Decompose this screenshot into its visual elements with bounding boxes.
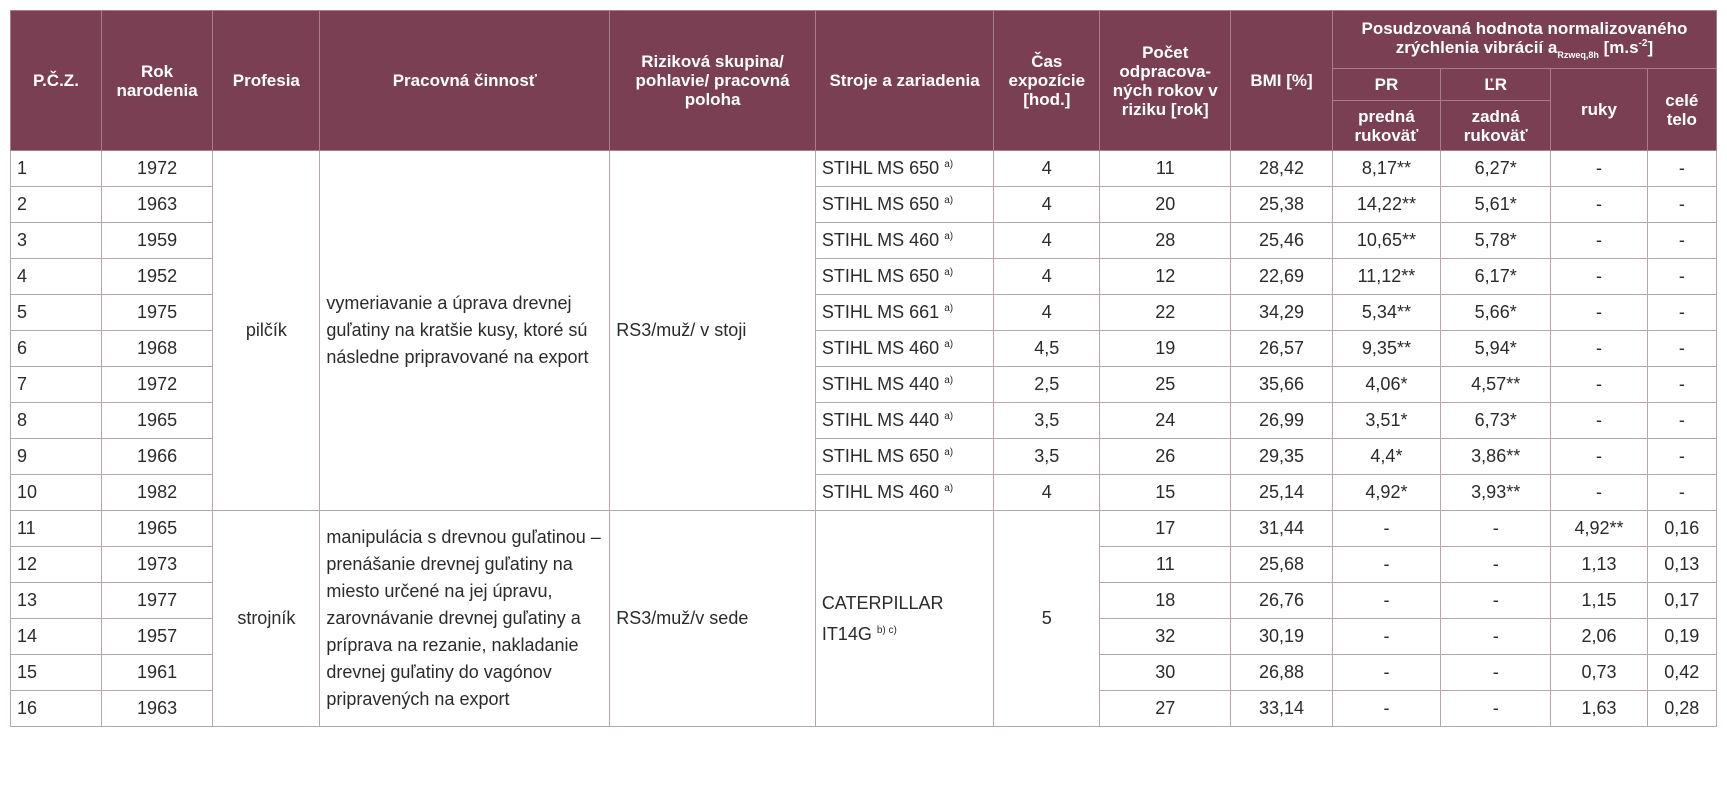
cell-pocet: 11 bbox=[1100, 151, 1231, 187]
cell-cas: 4 bbox=[994, 475, 1100, 511]
cell-ruky: - bbox=[1551, 295, 1647, 331]
cell-pcz: 3 bbox=[11, 223, 102, 259]
cell-rok: 1963 bbox=[101, 691, 212, 727]
cell-stroj bbox=[815, 367, 993, 403]
cell-pocet: 25 bbox=[1100, 367, 1231, 403]
cell-stroj-name: STIHL MS 460 bbox=[821, 230, 940, 250]
cell-pr: 10,65** bbox=[1332, 223, 1440, 259]
header-posudzovana-unit: [m.s bbox=[1603, 38, 1639, 57]
cell-bmi: 34,29 bbox=[1231, 295, 1333, 331]
cell-stroj bbox=[815, 151, 993, 187]
cell-pcz: 8 bbox=[11, 403, 102, 439]
cell-bmi: 31,44 bbox=[1231, 511, 1333, 547]
cell-pr: - bbox=[1332, 547, 1440, 583]
cell-cas: 5 bbox=[994, 511, 1100, 727]
header-predna-rukovat: predná rukoväť bbox=[1332, 101, 1440, 151]
cell-pr: - bbox=[1332, 619, 1440, 655]
cell-bmi: 26,76 bbox=[1231, 583, 1333, 619]
cell-cele-telo: 0,16 bbox=[1647, 511, 1716, 547]
cell-lr: - bbox=[1441, 655, 1551, 691]
cell-cas: 3,5 bbox=[994, 439, 1100, 475]
cell-cele-telo: - bbox=[1647, 403, 1716, 439]
cell-pcz: 14 bbox=[11, 619, 102, 655]
cell-cele-telo: - bbox=[1647, 439, 1716, 475]
cell-cas: 2,5 bbox=[994, 367, 1100, 403]
cell-stroj-name: STIHL MS 661 bbox=[821, 302, 940, 322]
cell-lr: 5,61* bbox=[1441, 187, 1551, 223]
cell-stroj bbox=[815, 259, 993, 295]
cell-rok: 1957 bbox=[101, 619, 212, 655]
cell-pocet: 18 bbox=[1100, 583, 1231, 619]
header-rizikova-skupina: Riziková skupina/ pohlavie/ pracovná poloha bbox=[610, 11, 816, 151]
cell-stroj bbox=[815, 223, 993, 259]
cell-stroj-name: STIHL MS 650 bbox=[821, 194, 940, 214]
cell-pocet: 27 bbox=[1100, 691, 1231, 727]
cell-pr: - bbox=[1332, 655, 1440, 691]
cell-lr: 5,78* bbox=[1441, 223, 1551, 259]
cell-profesia: pilčík bbox=[213, 151, 320, 511]
cell-ruky: 0,73 bbox=[1551, 655, 1647, 691]
cell-cas: 4 bbox=[994, 259, 1100, 295]
cell-lr: 5,66* bbox=[1441, 295, 1551, 331]
header-bmi: BMI [%] bbox=[1231, 11, 1333, 151]
cell-pr: 4,06* bbox=[1332, 367, 1440, 403]
header-cele-telo: celé telo bbox=[1647, 69, 1716, 151]
cell-stroj-name: STIHL MS 650 bbox=[821, 446, 940, 466]
cell-stroj-note: a) bbox=[944, 339, 954, 350]
cell-pcz: 12 bbox=[11, 547, 102, 583]
cell-cele-telo: 0,13 bbox=[1647, 547, 1716, 583]
cell-lr: - bbox=[1441, 691, 1551, 727]
cell-ruky: - bbox=[1551, 151, 1647, 187]
cell-lr: - bbox=[1441, 583, 1551, 619]
cell-stroj-name: STIHL MS 440 bbox=[821, 374, 940, 394]
cell-cas: 4 bbox=[994, 295, 1100, 331]
header-stroje: Stroje a zariadenia bbox=[815, 11, 993, 151]
cell-rok: 1975 bbox=[101, 295, 212, 331]
cell-ruky: - bbox=[1551, 367, 1647, 403]
cell-pocet: 17 bbox=[1100, 511, 1231, 547]
cell-pcz: 15 bbox=[11, 655, 102, 691]
header-pracovna-cinnost: Pracovná činnosť bbox=[320, 11, 610, 151]
cell-pcz: 6 bbox=[11, 331, 102, 367]
cell-stroj-note: a) bbox=[944, 159, 954, 170]
cell-pcz: 1 bbox=[11, 151, 102, 187]
cell-cele-telo: - bbox=[1647, 187, 1716, 223]
cell-pocet: 19 bbox=[1100, 331, 1231, 367]
cell-pr: - bbox=[1332, 691, 1440, 727]
header-pocet-rokov: Počet odpracova-ných rokov v riziku [rok] bbox=[1100, 11, 1231, 151]
cell-cele-telo: - bbox=[1647, 223, 1716, 259]
cell-pr: 9,35** bbox=[1332, 331, 1440, 367]
cell-lr: 3,93** bbox=[1441, 475, 1551, 511]
cell-ruky: - bbox=[1551, 475, 1647, 511]
cell-lr: - bbox=[1441, 547, 1551, 583]
cell-pcz: 13 bbox=[11, 583, 102, 619]
cell-pcz: 11 bbox=[11, 511, 102, 547]
cell-cas: 4 bbox=[994, 151, 1100, 187]
cell-cele-telo: 0,17 bbox=[1647, 583, 1716, 619]
header-pcz: P.Č.Z. bbox=[11, 11, 102, 151]
cell-rok: 1963 bbox=[101, 187, 212, 223]
cell-rizikova-skupina: RS3/muž/v sede bbox=[610, 511, 816, 727]
cell-pocet: 11 bbox=[1100, 547, 1231, 583]
cell-cele-telo: 0,19 bbox=[1647, 619, 1716, 655]
cell-bmi: 29,35 bbox=[1231, 439, 1333, 475]
cell-bmi: 33,14 bbox=[1231, 691, 1333, 727]
cell-rok: 1966 bbox=[101, 439, 212, 475]
cell-pr: - bbox=[1332, 511, 1440, 547]
cell-ruky: - bbox=[1551, 439, 1647, 475]
cell-pr: 4,4* bbox=[1332, 439, 1440, 475]
cell-lr: 6,27* bbox=[1441, 151, 1551, 187]
cell-ruky: - bbox=[1551, 259, 1647, 295]
cell-pr: 11,12** bbox=[1332, 259, 1440, 295]
cell-stroj-note: a) bbox=[944, 303, 954, 314]
cell-rok: 1972 bbox=[101, 367, 212, 403]
cell-rok: 1965 bbox=[101, 403, 212, 439]
cell-pocet: 24 bbox=[1100, 403, 1231, 439]
cell-pocet: 12 bbox=[1100, 259, 1231, 295]
cell-ruky: 4,92** bbox=[1551, 511, 1647, 547]
cell-pcz: 10 bbox=[11, 475, 102, 511]
cell-bmi: 35,66 bbox=[1231, 367, 1333, 403]
cell-ruky: - bbox=[1551, 331, 1647, 367]
cell-pcz: 2 bbox=[11, 187, 102, 223]
cell-pracovna-cinnost: vymeriavanie a úprava drevnej guľatiny na kratšie kusy, ktoré sú následne pripravované na export bbox=[320, 151, 610, 511]
cell-cas: 3,5 bbox=[994, 403, 1100, 439]
cell-ruky: 1,63 bbox=[1551, 691, 1647, 727]
cell-pcz: 5 bbox=[11, 295, 102, 331]
cell-lr: 6,17* bbox=[1441, 259, 1551, 295]
vibration-table-container bbox=[10, 10, 1717, 727]
cell-rok: 1977 bbox=[101, 583, 212, 619]
cell-stroj-name: STIHL MS 650 bbox=[821, 158, 940, 178]
cell-pr: 5,34** bbox=[1332, 295, 1440, 331]
cell-stroj bbox=[815, 403, 993, 439]
cell-stroj bbox=[815, 439, 993, 475]
cell-pr: - bbox=[1332, 583, 1440, 619]
cell-cele-telo: - bbox=[1647, 367, 1716, 403]
cell-pocet: 30 bbox=[1100, 655, 1231, 691]
cell-cele-telo: 0,28 bbox=[1647, 691, 1716, 727]
cell-bmi: 26,57 bbox=[1231, 331, 1333, 367]
cell-pocet: 15 bbox=[1100, 475, 1231, 511]
header-posudzovana-sub: Rzweq,8h bbox=[1557, 50, 1599, 60]
cell-bmi: 22,69 bbox=[1231, 259, 1333, 295]
cell-cele-telo: 0,42 bbox=[1647, 655, 1716, 691]
cell-stroj bbox=[815, 511, 993, 727]
cell-pr: 14,22** bbox=[1332, 187, 1440, 223]
cell-pr: 4,92* bbox=[1332, 475, 1440, 511]
cell-pocet: 22 bbox=[1100, 295, 1231, 331]
header-profesia: Profesia bbox=[213, 11, 320, 151]
cell-rok: 1972 bbox=[101, 151, 212, 187]
cell-stroj-note: a) bbox=[944, 447, 954, 458]
cell-cele-telo: - bbox=[1647, 259, 1716, 295]
header-lr: ĽR bbox=[1441, 69, 1551, 101]
cell-cele-telo: - bbox=[1647, 331, 1716, 367]
cell-stroj-note: b) c) bbox=[876, 624, 897, 636]
cell-rok: 1959 bbox=[101, 223, 212, 259]
header-posudzovana-hodnota bbox=[1332, 11, 1716, 69]
cell-pocet: 28 bbox=[1100, 223, 1231, 259]
cell-profesia: strojník bbox=[213, 511, 320, 727]
cell-stroj-note: a) bbox=[944, 195, 954, 206]
header-posudzovana-close: ] bbox=[1647, 38, 1654, 57]
cell-stroj-name: STIHL MS 440 bbox=[821, 410, 940, 430]
cell-stroj-note: a) bbox=[944, 267, 954, 278]
cell-cele-telo: - bbox=[1647, 295, 1716, 331]
cell-ruky: - bbox=[1551, 187, 1647, 223]
cell-bmi: 26,88 bbox=[1231, 655, 1333, 691]
cell-bmi: 26,99 bbox=[1231, 403, 1333, 439]
cell-pocet: 32 bbox=[1100, 619, 1231, 655]
header-rok-narodenia: Rok narodenia bbox=[101, 11, 212, 151]
table-row bbox=[11, 151, 1717, 187]
cell-pcz: 9 bbox=[11, 439, 102, 475]
cell-stroj bbox=[815, 295, 993, 331]
cell-cas: 4 bbox=[994, 223, 1100, 259]
cell-rok: 1968 bbox=[101, 331, 212, 367]
cell-stroj-name: STIHL MS 650 bbox=[821, 266, 940, 286]
cell-stroj-name: CATERPILLAR IT14G bbox=[821, 592, 944, 644]
cell-ruky: 1,15 bbox=[1551, 583, 1647, 619]
cell-stroj bbox=[815, 331, 993, 367]
cell-stroj-name: STIHL MS 460 bbox=[821, 338, 940, 358]
cell-bmi: 30,19 bbox=[1231, 619, 1333, 655]
cell-pcz: 4 bbox=[11, 259, 102, 295]
cell-bmi: 25,14 bbox=[1231, 475, 1333, 511]
cell-lr: - bbox=[1441, 619, 1551, 655]
cell-bmi: 25,38 bbox=[1231, 187, 1333, 223]
cell-rok: 1973 bbox=[101, 547, 212, 583]
cell-bmi: 28,42 bbox=[1231, 151, 1333, 187]
table-row bbox=[11, 511, 1717, 547]
header-posudzovana-main: Posudzovaná hodnota normalizovaného zrýchlenia vibrácií a bbox=[1361, 19, 1688, 57]
cell-pocet: 20 bbox=[1100, 187, 1231, 223]
cell-bmi: 25,68 bbox=[1231, 547, 1333, 583]
header-cas-expozicie: Čas expozície [hod.] bbox=[994, 11, 1100, 151]
cell-bmi: 25,46 bbox=[1231, 223, 1333, 259]
cell-cas: 4 bbox=[994, 187, 1100, 223]
cell-ruky: 2,06 bbox=[1551, 619, 1647, 655]
cell-lr: - bbox=[1441, 511, 1551, 547]
cell-rizikova-skupina: RS3/muž/ v stoji bbox=[610, 151, 816, 511]
cell-ruky: - bbox=[1551, 403, 1647, 439]
cell-stroj bbox=[815, 187, 993, 223]
cell-pracovna-cinnost: manipulácia s drevnou guľatinou – prenášanie drevnej guľatiny na miesto určené na jej úpravu, zarovnávanie drevnej guľatiny a príprava na rezanie, nakladanie drevnej guľatiny do vagónov pripravených na export bbox=[320, 511, 610, 727]
cell-stroj-note: a) bbox=[944, 231, 954, 242]
cell-stroj-note: a) bbox=[944, 375, 954, 386]
cell-lr: 4,57** bbox=[1441, 367, 1551, 403]
cell-stroj-note: a) bbox=[944, 483, 954, 494]
cell-rok: 1982 bbox=[101, 475, 212, 511]
vibration-exposure-table bbox=[10, 10, 1717, 727]
cell-pocet: 26 bbox=[1100, 439, 1231, 475]
cell-rok: 1961 bbox=[101, 655, 212, 691]
cell-lr: 6,73* bbox=[1441, 403, 1551, 439]
header-pr: PR bbox=[1332, 69, 1440, 101]
cell-ruky: - bbox=[1551, 223, 1647, 259]
cell-lr: 5,94* bbox=[1441, 331, 1551, 367]
header-zadna-rukovat: zadná rukoväť bbox=[1441, 101, 1551, 151]
cell-pr: 8,17** bbox=[1332, 151, 1440, 187]
cell-cas: 4,5 bbox=[994, 331, 1100, 367]
cell-cele-telo: - bbox=[1647, 475, 1716, 511]
cell-cele-telo: - bbox=[1647, 151, 1716, 187]
cell-lr: 3,86** bbox=[1441, 439, 1551, 475]
cell-pr: 3,51* bbox=[1332, 403, 1440, 439]
cell-rok: 1952 bbox=[101, 259, 212, 295]
cell-stroj bbox=[815, 475, 993, 511]
header-ruky: ruky bbox=[1551, 69, 1647, 151]
cell-rok: 1965 bbox=[101, 511, 212, 547]
cell-pcz: 16 bbox=[11, 691, 102, 727]
header-posudzovana-exp: -2 bbox=[1638, 38, 1648, 49]
cell-pcz: 7 bbox=[11, 367, 102, 403]
cell-stroj-name: STIHL MS 460 bbox=[821, 482, 940, 502]
cell-stroj-note: a) bbox=[944, 411, 954, 422]
cell-ruky: 1,13 bbox=[1551, 547, 1647, 583]
